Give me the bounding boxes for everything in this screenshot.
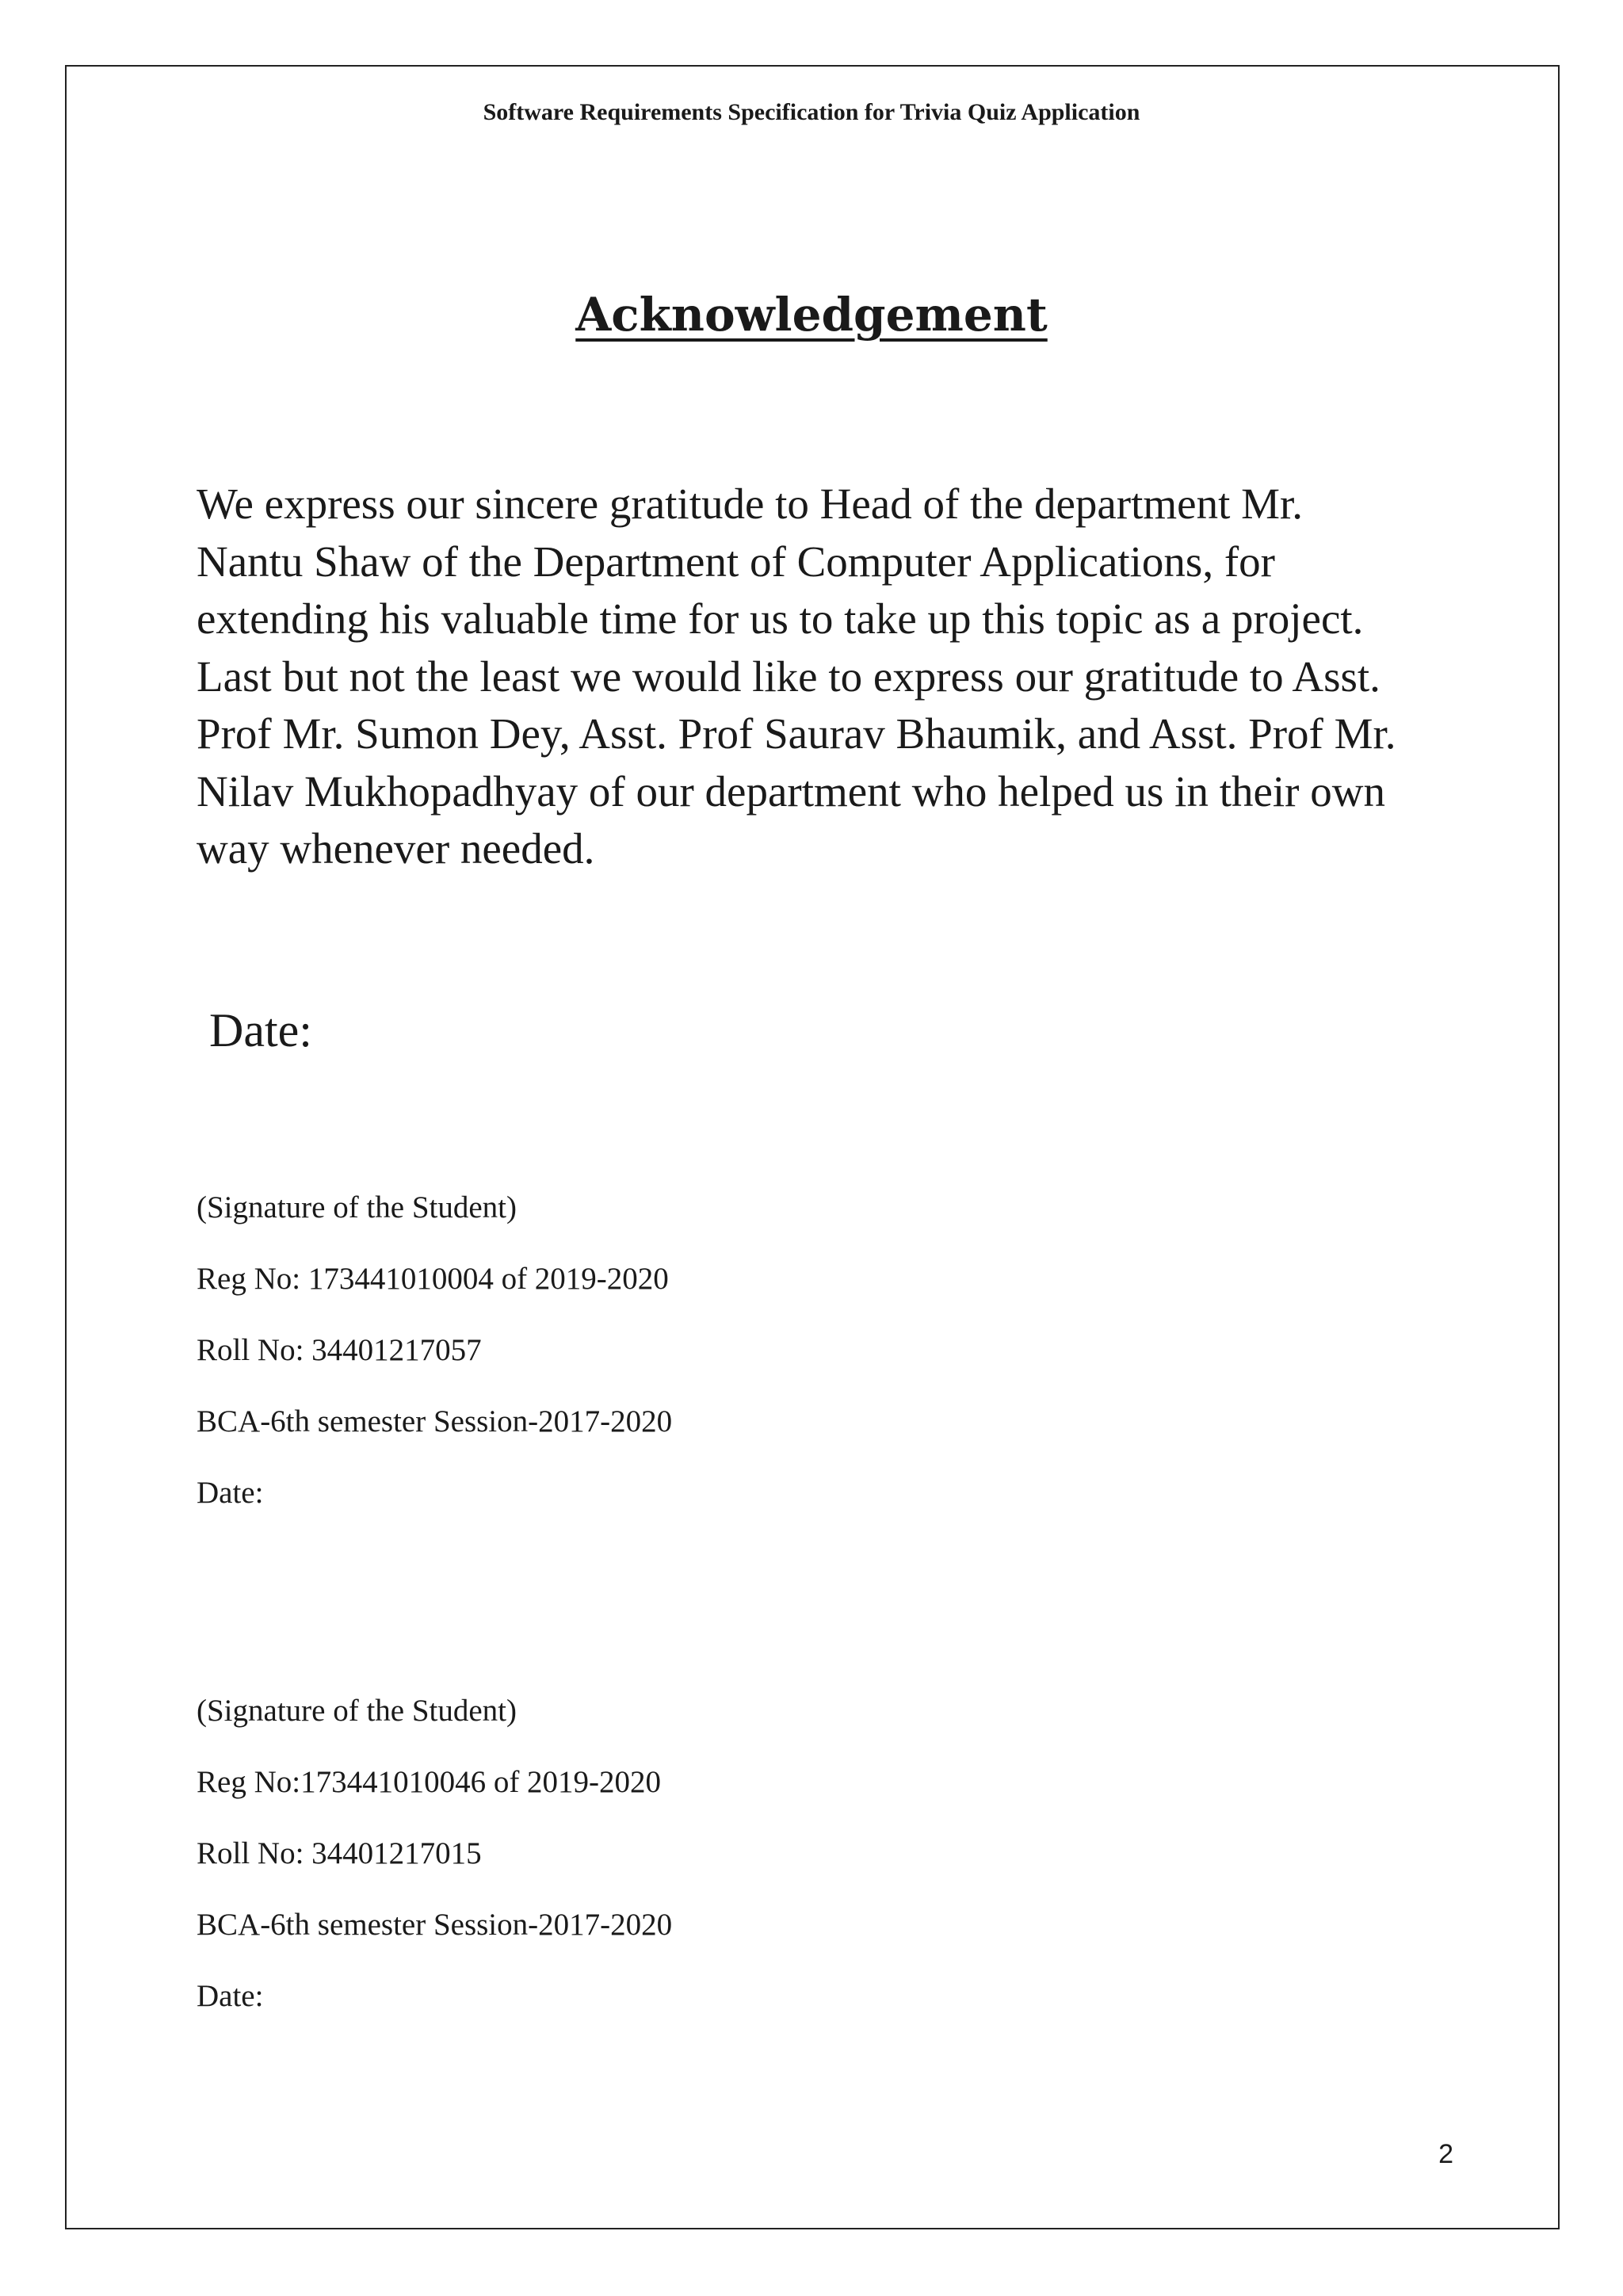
paragraph-line: Nantu Shaw of the Department of Computer Applications, for bbox=[197, 537, 1275, 586]
student-block-2 bbox=[197, 1692, 1148, 2049]
acknowledgement-paragraph bbox=[197, 476, 1433, 878]
paragraph-line: Prof Mr. Sumon Dey, Asst. Prof Saurav Bhaumik, and Asst. Prof Mr. bbox=[197, 709, 1396, 758]
date-label: Date: bbox=[209, 1004, 312, 1056]
paragraph-line: extending his valuable time for us to take up this topic as a project. bbox=[197, 594, 1364, 643]
paragraph-line: Last but not the least we would like to express our gratitude to Asst. bbox=[197, 651, 1381, 701]
signature-label: (Signature of the Student) bbox=[197, 1190, 517, 1224]
paragraph-line: way whenever needed. bbox=[197, 824, 595, 873]
paragraph-line: Nilav Mukhopadhyay of our department who helped us in their own bbox=[197, 766, 1385, 816]
student-date: Date: bbox=[197, 1476, 264, 1510]
student-date: Date: bbox=[197, 1979, 264, 2013]
roll-no: Roll No: 34401217057 bbox=[197, 1333, 482, 1367]
running-header: Software Requirements Specification for Trivia Quiz Application bbox=[483, 99, 1140, 125]
paragraph-line: We express our sincere gratitude to Head of the department Mr. bbox=[197, 479, 1304, 528]
signature-label: (Signature of the Student) bbox=[197, 1694, 517, 1728]
session: BCA-6th semester Session-2017-2020 bbox=[197, 1404, 673, 1438]
reg-no: Reg No:173441010046 of 2019-2020 bbox=[197, 1765, 662, 1799]
student-block-1 bbox=[197, 1189, 1148, 1545]
reg-no: Reg No: 173441010004 of 2019-2020 bbox=[197, 1262, 669, 1296]
page-number: 2 bbox=[1438, 2139, 1453, 2169]
page-title: Acknowledgement bbox=[575, 288, 1048, 342]
roll-no: Roll No: 34401217015 bbox=[197, 1836, 482, 1870]
session: BCA-6th semester Session-2017-2020 bbox=[197, 1908, 673, 1942]
